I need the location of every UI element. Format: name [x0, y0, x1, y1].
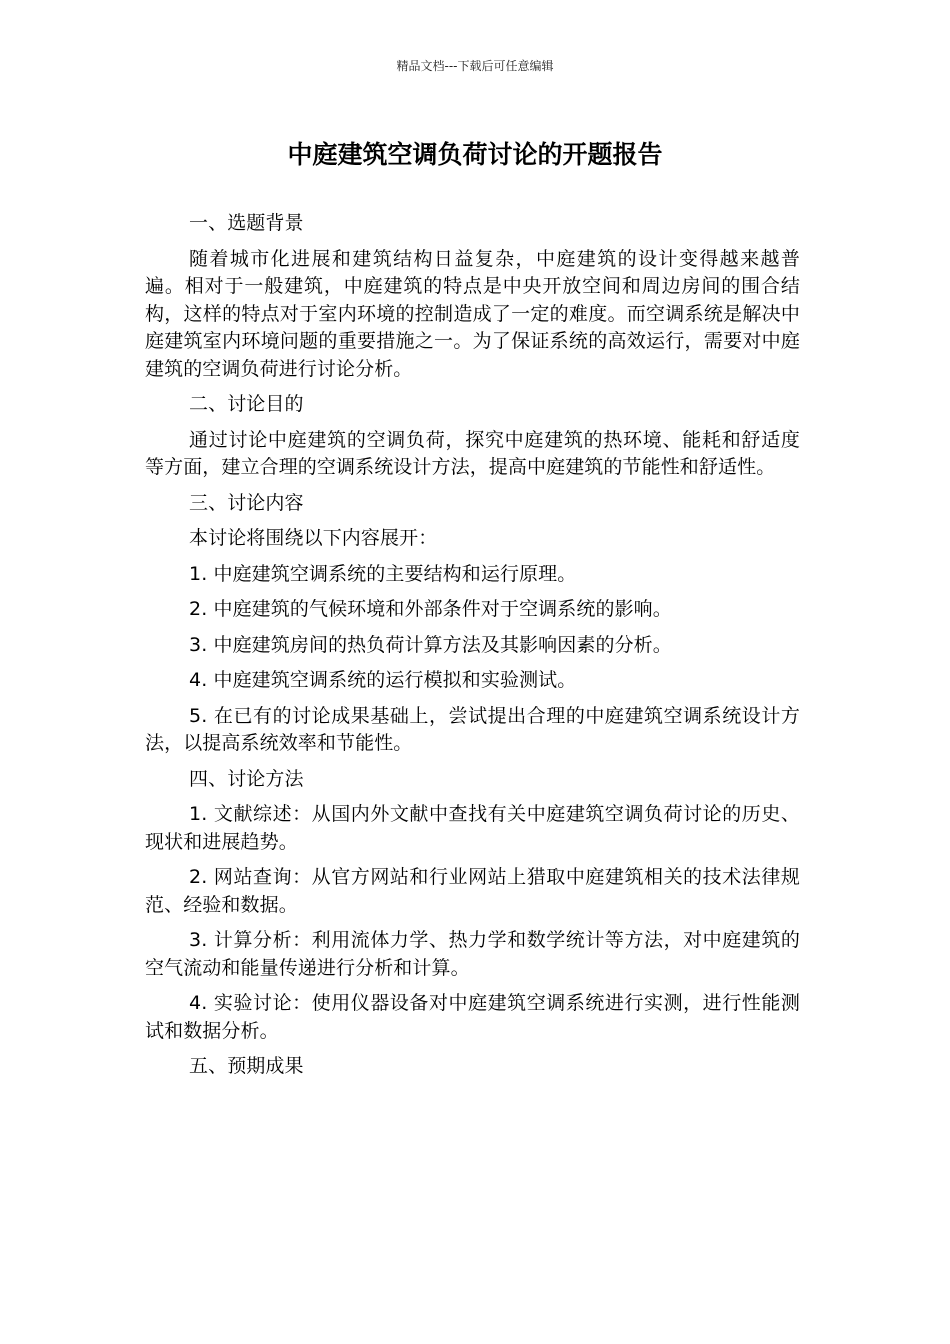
list-item-content-1: 1. 中庭建筑空调系统的主要结构和运行原理。 — [189, 562, 577, 585]
section-heading-expected-results: 五、预期成果 — [189, 1055, 304, 1077]
list-item-method-4: 4. 实验讨论：使用仪器设备对中庭建筑空调系统进行实测，进行性能测试和数据分析。 — [145, 992, 800, 1042]
section-heading-content: 三、讨论内容 — [189, 491, 304, 514]
section-heading-methods: 四、讨论方法 — [189, 767, 304, 790]
paragraph-background: 随着城市化进展和建筑结构日益复杂，中庭建筑的设计变得越来越普遍。相对于一般建筑，中庭建筑的特点是中央开放空间和周边房间的围合结构，这样的特点对于室内环境的控制造成了一定的难度。而空调系统是解决中庭建筑室内环境问题的重要措施之一。为了保证系统的高效运行，需要对中庭建筑的空调负荷进行讨论分析。 — [145, 247, 800, 380]
list-item-content-4: 4. 中庭建筑空调系统的运行模拟和实验测试。 — [189, 669, 577, 691]
section-heading-purpose: 二、讨论目的 — [189, 393, 304, 415]
list-item-method-3: 3. 计算分析：利用流体力学、热力学和数学统计等方法，对中庭建筑的空气流动和能量传递进行分析和计算。 — [145, 929, 800, 979]
page-header-note: 精品文档---下载后可任意编辑 — [396, 59, 554, 73]
paragraph-content-intro: 本讨论将围绕以下内容展开： — [189, 527, 438, 549]
document-body — [145, 210, 800, 1089]
list-item-method-1: 1. 文献综述：从国内外文献中查找有关中庭建筑空调负荷讨论的历史、现状和进展趋势。 — [145, 803, 800, 853]
list-item-content-2: 2. 中庭建筑的气候环境和外部条件对于空调系统的影响。 — [189, 598, 672, 620]
list-item-content-5: 5. 在已有的讨论成果基础上，尝试提出合理的中庭建筑空调系统设计方法，以提高系统效率和节能性。 — [145, 704, 800, 754]
paragraph-purpose: 通过讨论中庭建筑的空调负荷，探究中庭建筑的热环境、能耗和舒适度等方面，建立合理的空调系统设计方法，提高中庭建筑的节能性和舒适性。 — [145, 428, 800, 478]
section-heading-background: 一、选题背景 — [189, 212, 304, 234]
list-item-content-3: 3. 中庭建筑房间的热负荷计算方法及其影响因素的分析。 — [189, 633, 672, 656]
list-item-method-2: 2. 网站查询：从官方网站和行业网站上猎取中庭建筑相关的技术法律规范、经验和数据。 — [145, 866, 800, 916]
document-title: 中庭建筑空调负荷讨论的开题报告 — [287, 140, 663, 169]
